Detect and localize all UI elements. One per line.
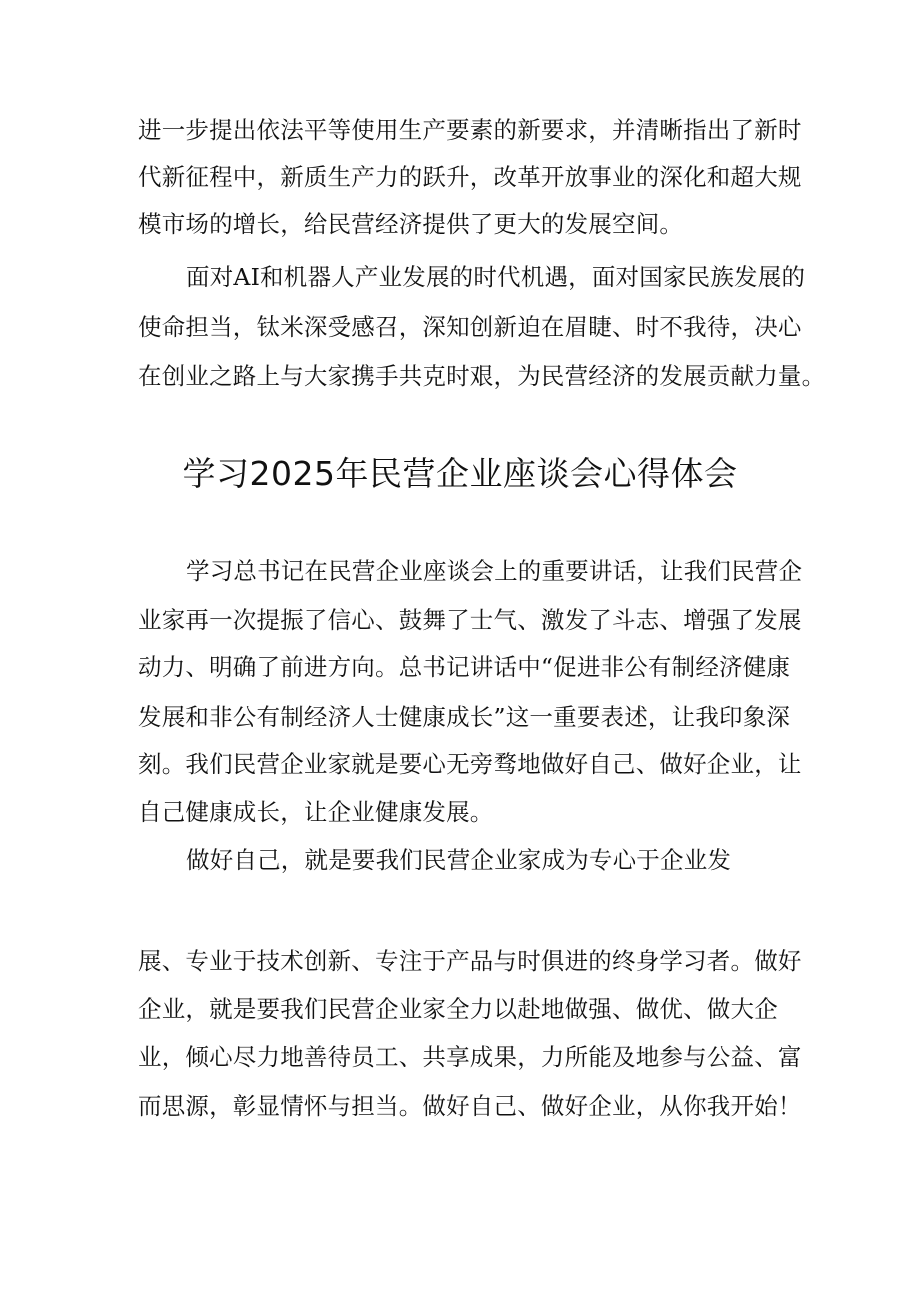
page-title: 学习2025年民营企业座谈会心得体会: [182, 454, 738, 493]
paragraph-line: 使命担当，钛米深受感召，深知创新迫在眉睫、时不我待，决心: [138, 313, 802, 341]
paragraph-line: 企业，就是要我们民营企业家全力以赴地做强、做优、做大企: [138, 995, 778, 1023]
paragraph-line: 发展和非公有制经济人士健康成长”这一重要表述，让我印象深: [138, 703, 791, 731]
paragraph-line: 业家再一次提振了信心、鼓舞了士气、激发了斗志、增强了发展: [138, 606, 802, 634]
paragraph-line: 进一步提出依法平等使用生产要素的新要求，并清晰指出了新时: [138, 116, 802, 144]
paragraph-line: 展、专业于技术创新、专注于产品与时俱进的终身学习者。做好: [138, 947, 802, 975]
paragraph-line: 模市场的增长，给民营经济提供了更大的发展空间。: [138, 210, 684, 238]
paragraph-line: 做好自己，就是要我们民营企业家成为专心于企业发: [186, 846, 732, 874]
paragraph-line: 自己健康成长，让企业健康发展。: [138, 798, 494, 826]
paragraph-line: 而思源，彰显情怀与担当。做好自己、做好企业，从你我开始！: [138, 1092, 802, 1120]
paragraph-line: 动力、明确了前进方向。总书记讲话中“促进非公有制经济健康: [138, 653, 791, 681]
paragraph-line: 学习总书记在民营企业座谈会上的重要讲话，让我们民营企: [186, 557, 803, 585]
paragraph-line: 在创业之路上与大家携手共克时艰，为民营经济的发展贡献力量。: [138, 362, 826, 390]
paragraph-line: 刻。我们民营企业家就是要心无旁骛地做好自己、做好企业，让: [138, 750, 802, 778]
paragraph-line: 业，倾心尽力地善待员工、共享成果，力所能及地参与公益、富: [138, 1043, 802, 1071]
paragraph-line: 代新征程中，新质生产力的跃升，改革开放事业的深化和超大规: [138, 163, 802, 191]
paragraph-line: 面对AI和机器人产业发展的时代机遇，面对国家民族发展的: [186, 263, 806, 291]
